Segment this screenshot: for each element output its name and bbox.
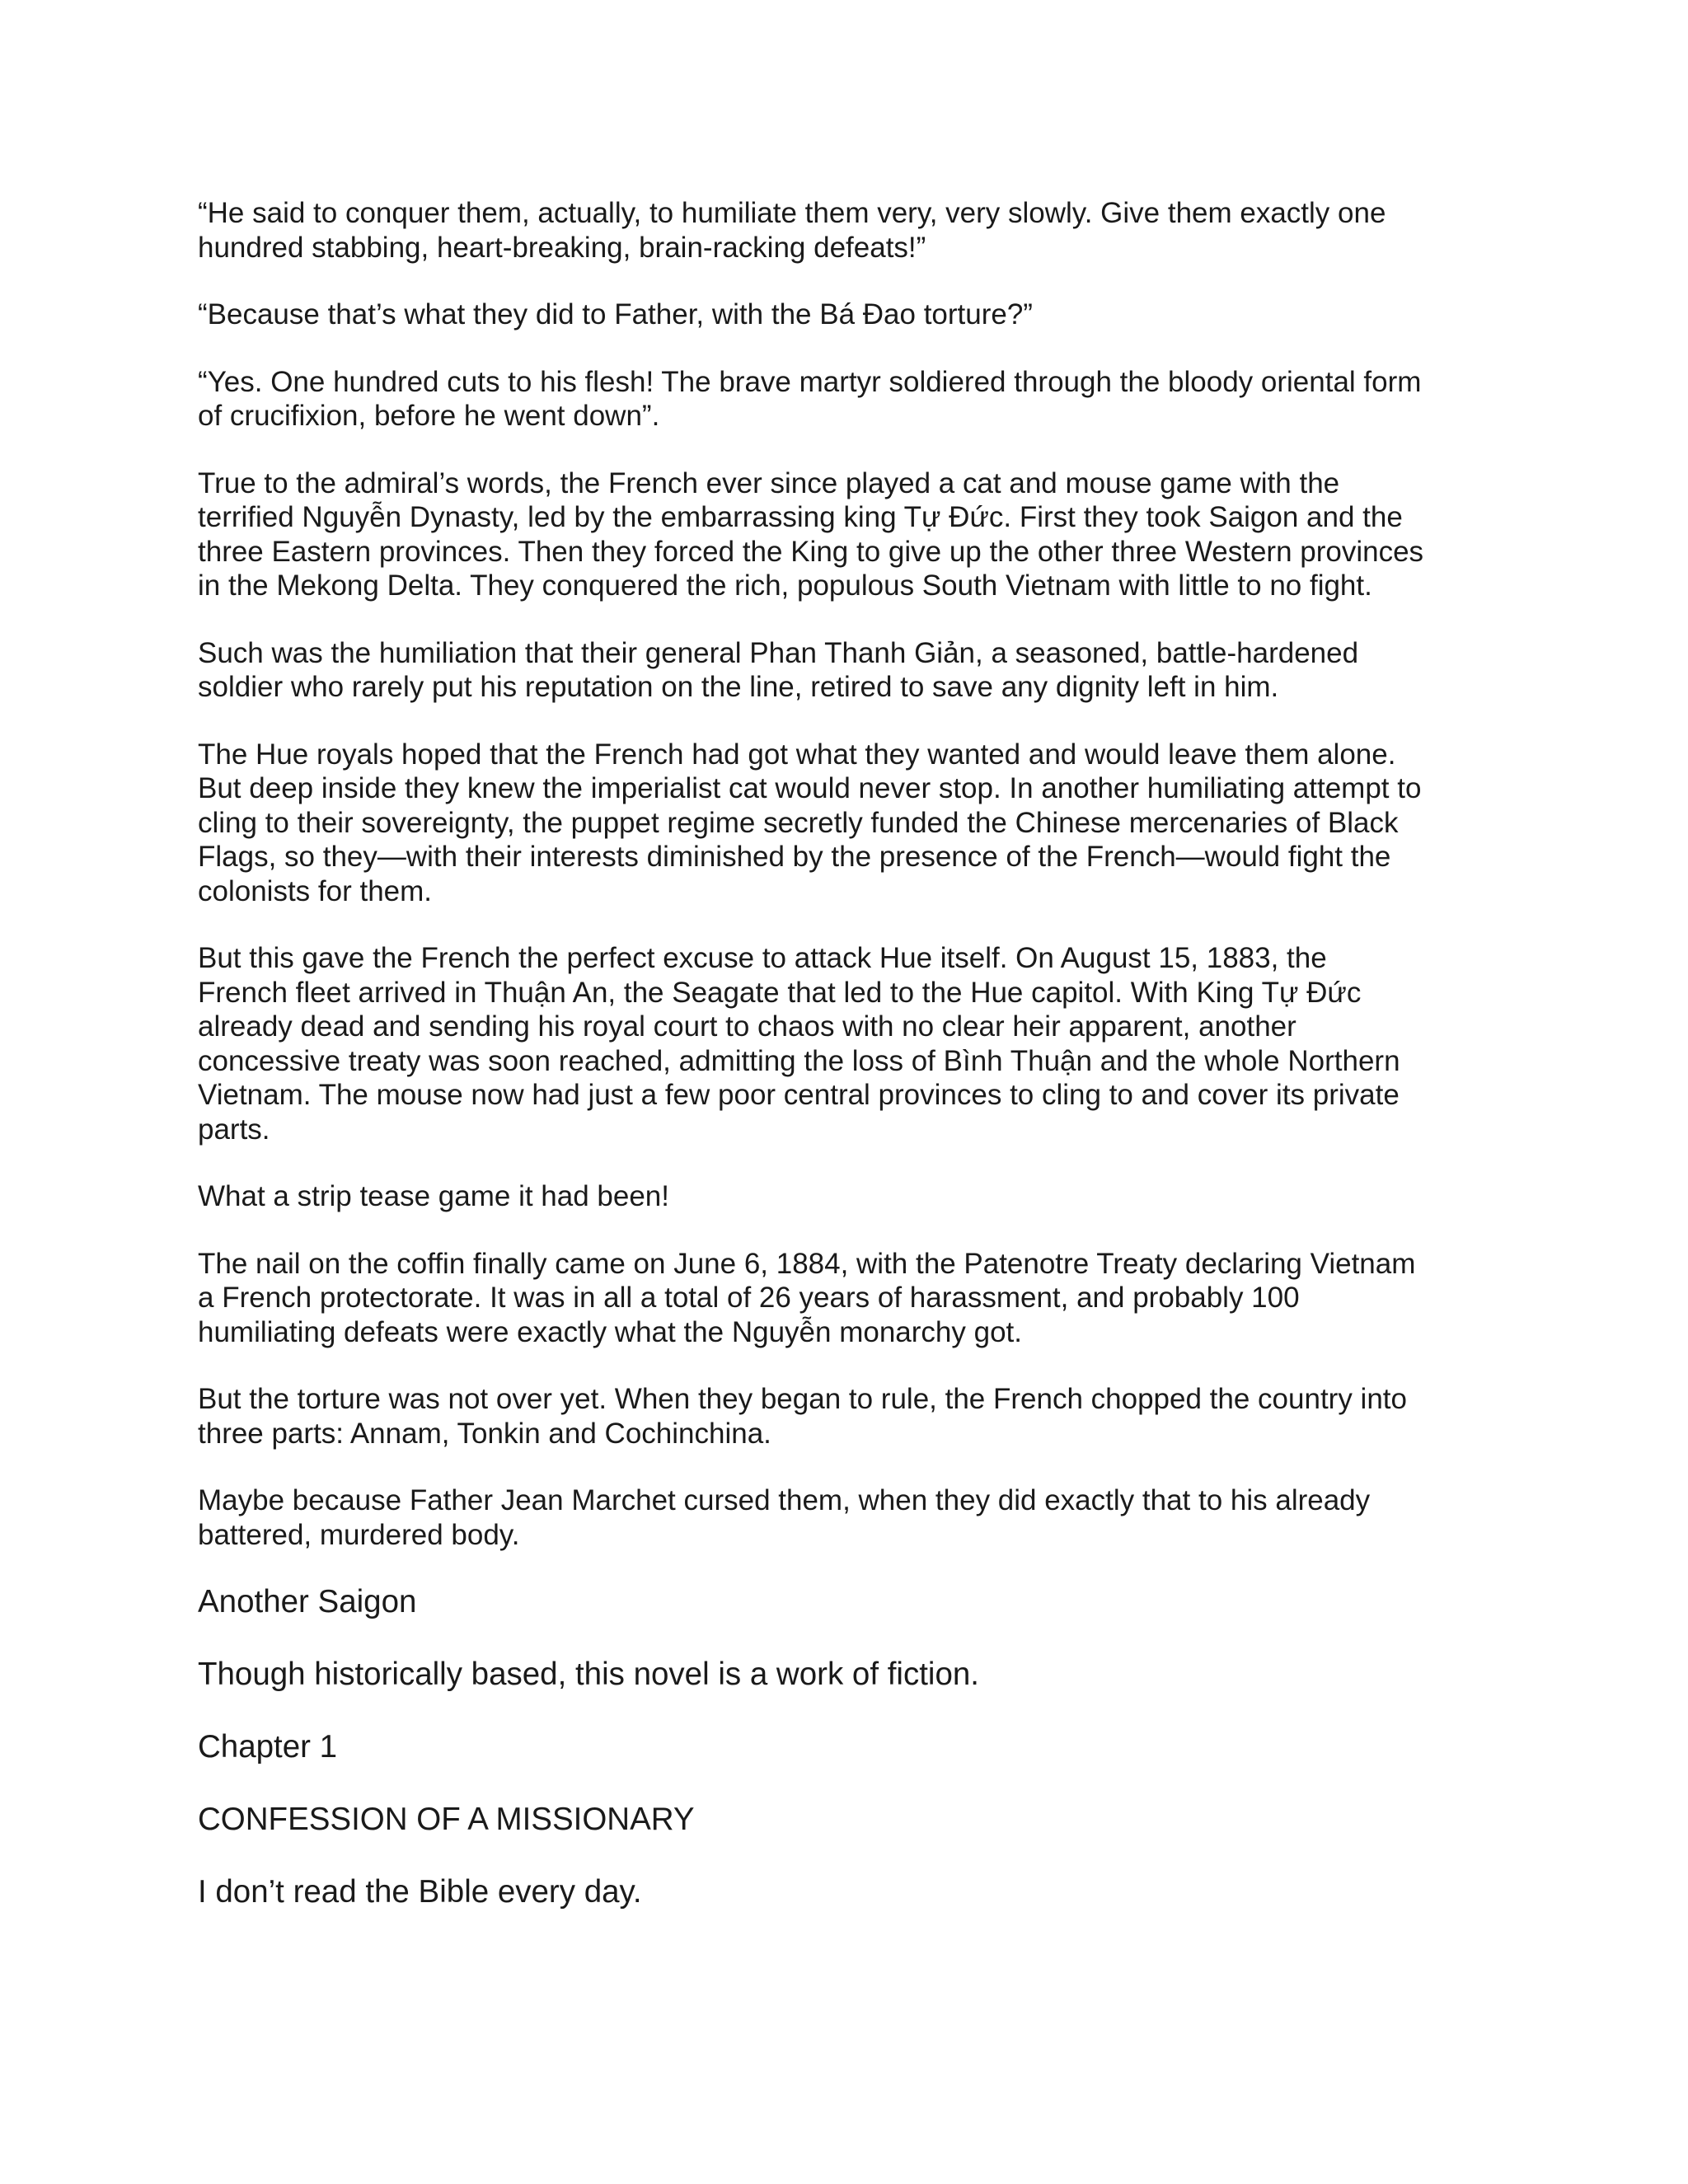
paragraph: But the torture was not over yet. When they began to rule, the French chopped the country into three parts: Annam, Tonkin and Cochinchina.	[198, 1383, 1407, 1450]
paragraph: What a strip tease game it had been!	[198, 1180, 669, 1212]
fiction-disclaimer: Though historically based, this novel is a work of fiction.	[198, 1657, 979, 1692]
paragraph: “Yes. One hundred cuts to his flesh! The brave martyr soldiered through the bloody oriental form of crucifixion, before he went down”.	[198, 365, 1422, 432]
paragraph: Maybe because Father Jean Marchet cursed them, when they did exactly that to his already battered, murdered body.	[198, 1484, 1371, 1551]
paragraph: The Hue royals hoped that the French had got what they wanted and would leave them alone. But deep inside they knew the imperialist cat would never stop. In another humiliating attempt to cling to their sovereignty, the puppet regime secretly funded the Chinese mercenaries of Black Flags, so they—with their interests diminished by the presence of the French—would fight the colonists for them.	[198, 738, 1422, 907]
opening-line: I don’t read the Bible every day.	[198, 1874, 642, 1910]
book-title: Another Saigon	[198, 1584, 417, 1619]
paragraph: “Because that’s what they did to Father, with the Bá Đao torture?”	[198, 298, 1033, 330]
chapter-number: Chapter 1	[198, 1729, 338, 1765]
document-page	[198, 196, 1517, 1946]
paragraph: The nail on the coffin finally came on June 6, 1884, with the Patenotre Treaty declaring Vietnam a French protectorate. It was in all a total of 26 years of harassment, and probably 100 humiliating defeats were exactly what the Nguyễn monarchy got.	[198, 1247, 1416, 1348]
paragraph: But this gave the French the perfect excuse to attack Hue itself. On August 15, 1883, the French fleet arrived in Thuận An, the Seagate that led to the Hue capitol. With King Tự Đức already dead and sending his royal court to chaos with no clear heir apparent, another concessive treaty was soon reached, admitting the loss of Bình Thuận and the whole Northern Vietnam. The mouse now had just a few poor central provinces to cling to and cover its private parts.	[198, 942, 1400, 1146]
chapter-title: CONFESSION OF A MISSIONARY	[198, 1802, 695, 1837]
paragraph: True to the admiral’s words, the French ever since played a cat and mouse game with the terrified Nguyễn Dynasty, led by the embarrassing king Tự Đức. First they took Saigon and the three Eastern provinces. Then they forced the King to give up the other three Western provinces in the Mekong Delta. They conquered the rich, populous South Vietnam with little to no fight.	[198, 466, 1424, 602]
paragraph: “He said to conquer them, actually, to humiliate them very, very slowly. Give them exactly one hundred stabbing, heart-breaking, brain-racking defeats!”	[198, 197, 1386, 264]
paragraph: Such was the humiliation that their general Phan Thanh Giản, a seasoned, battle-hardened soldier who rarely put his reputation on the line, retired to save any dignity left in him.	[198, 636, 1359, 703]
